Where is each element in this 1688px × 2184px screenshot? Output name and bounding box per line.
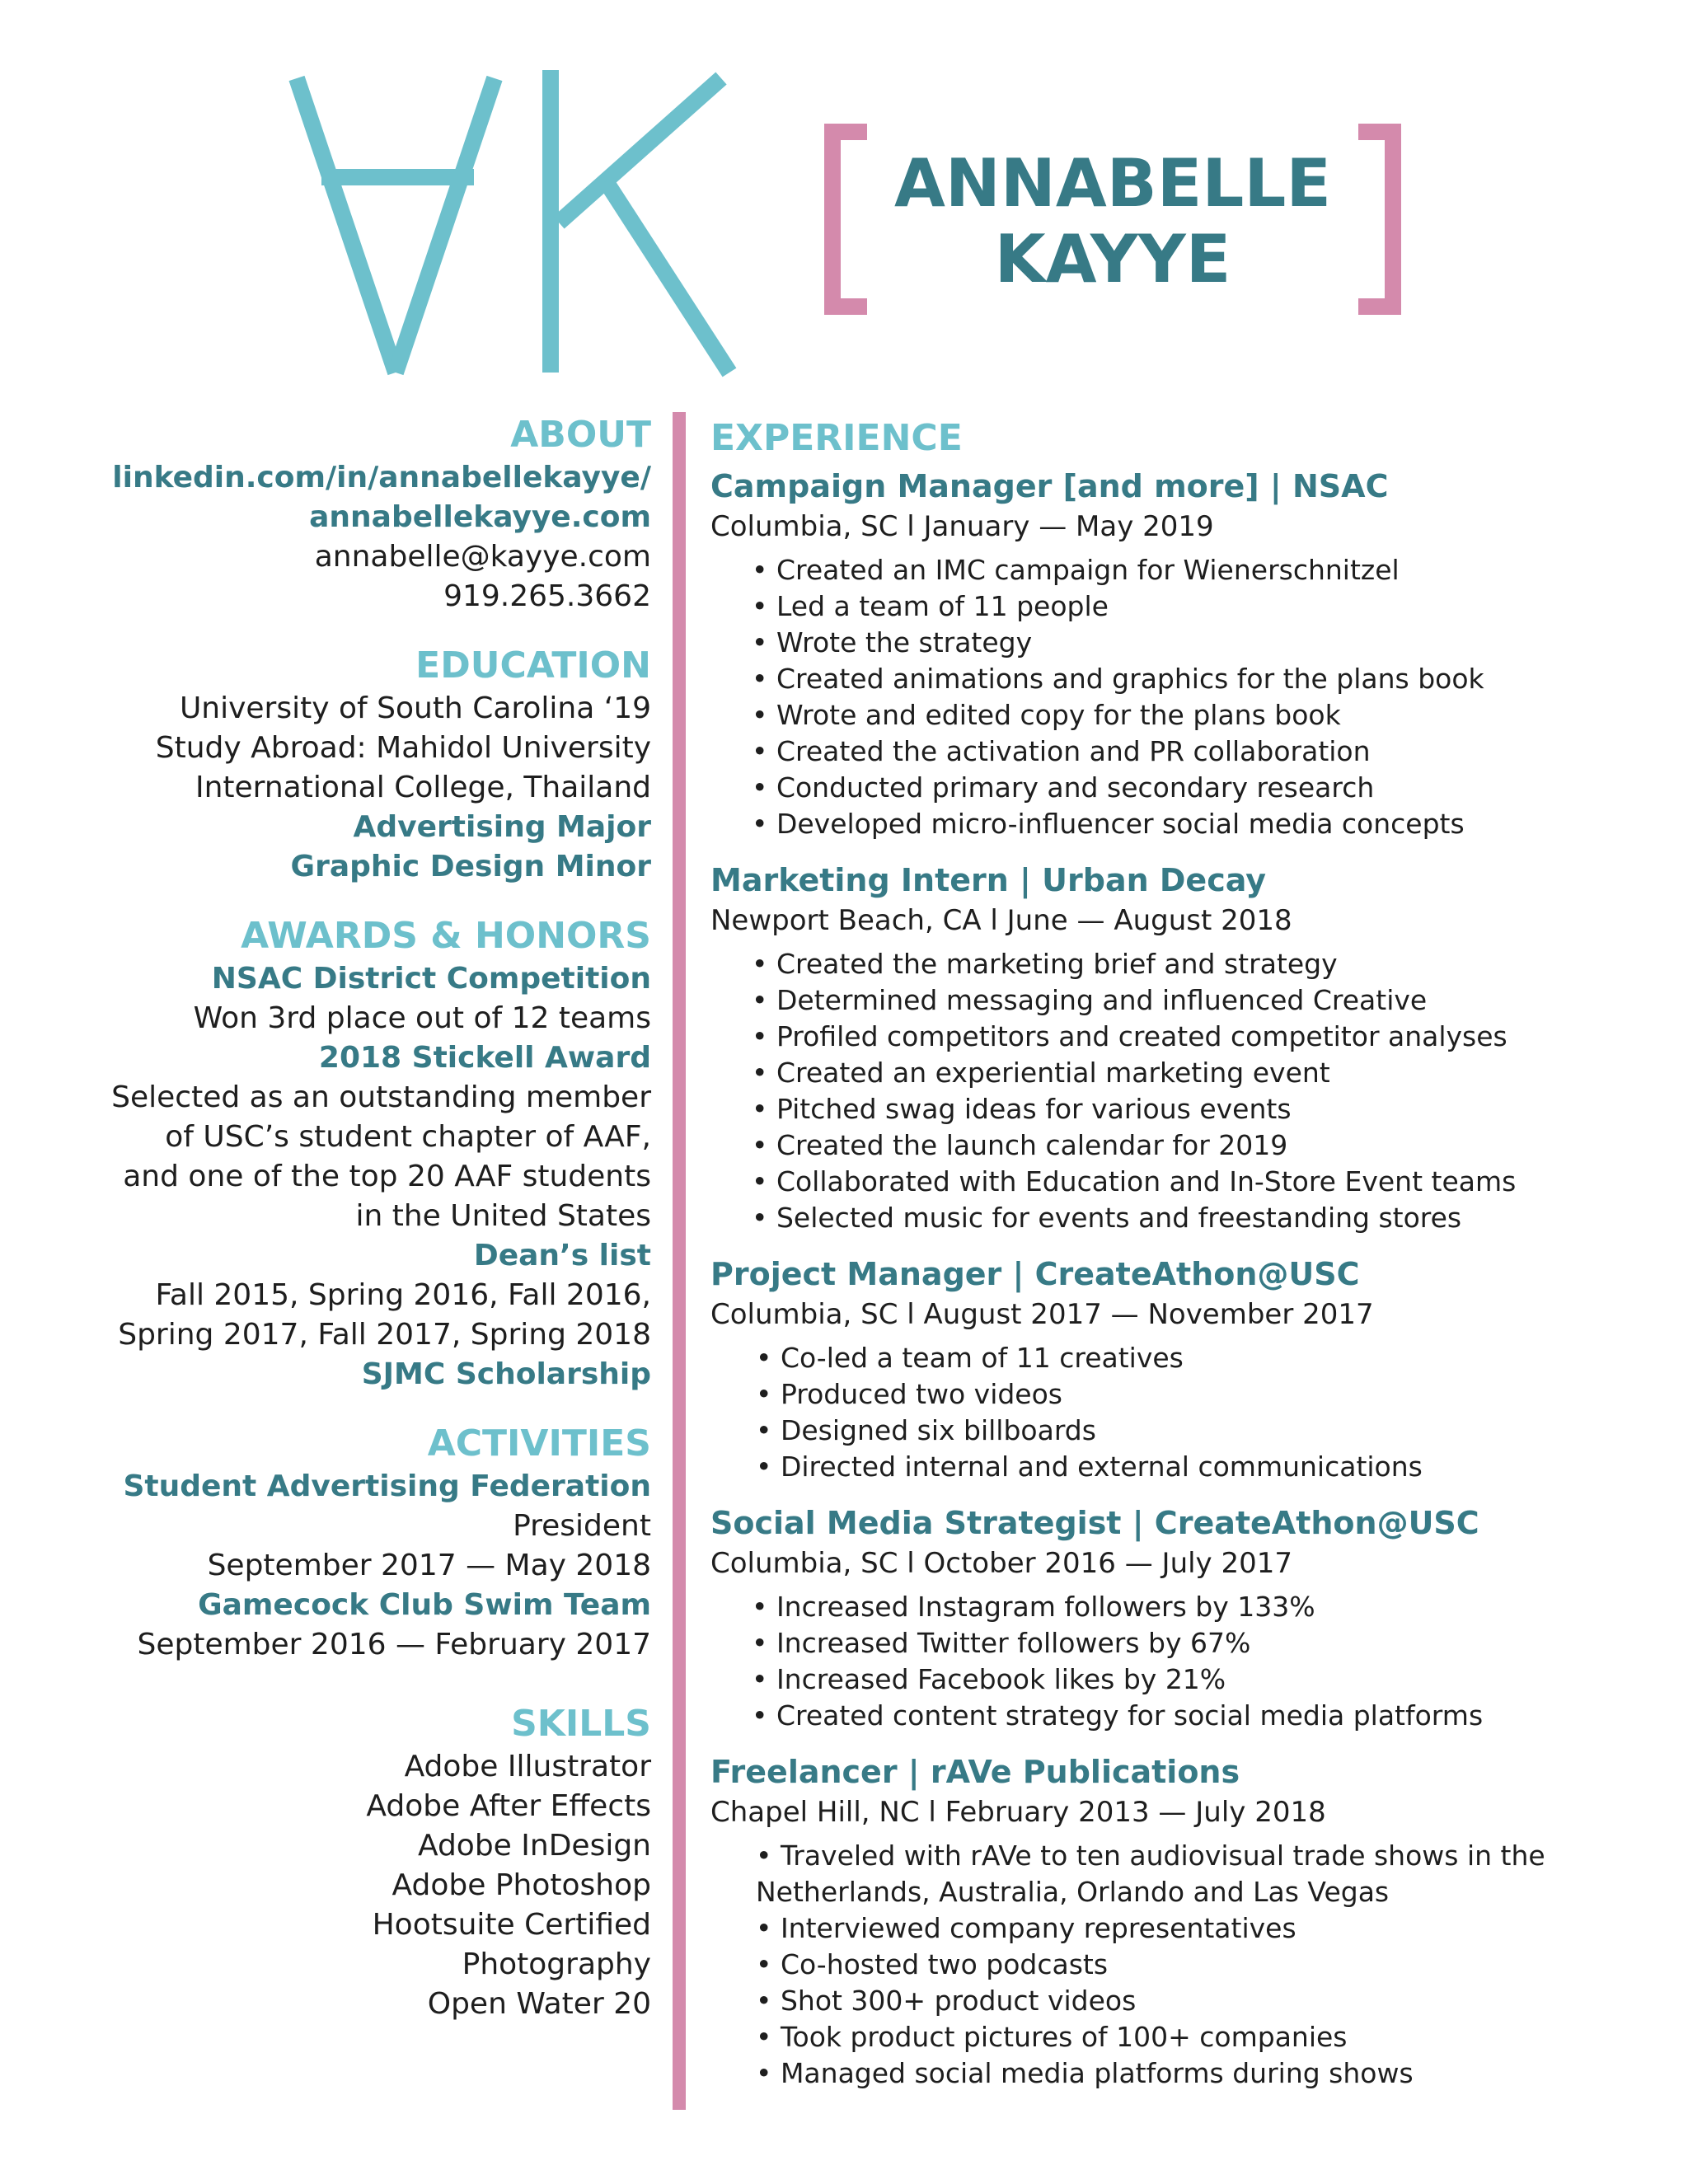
job-bullet: • Managed social media platforms during shows [756, 2057, 1414, 2089]
job-meta: Newport Beach, CA l June — August 2018 [710, 904, 1292, 937]
skill-item: Adobe After Effects [366, 1789, 651, 1823]
job-bullet: • Designed six billboards [756, 1414, 1096, 1446]
email-address[interactable]: annabelle@kayye.com [314, 540, 651, 574]
job-bullet: • Increased Instagram followers by 133% [752, 1591, 1315, 1623]
first-name: ANNABELLE [894, 145, 1331, 222]
skill-item: Open Water 20 [427, 1987, 651, 2021]
job-bullet: • Wrote and edited copy for the plans book [752, 699, 1341, 731]
award-detail: in the United States [355, 1199, 651, 1233]
award-title: SJMC Scholarship [361, 1357, 651, 1391]
skill-item: Photography [462, 1947, 651, 1981]
job-bullet: • Co-led a team of 11 creatives [756, 1342, 1184, 1374]
activity-detail: September 2017 — May 2018 [207, 1549, 651, 1582]
job-bullet: • Developed micro-influencer social media concepts [752, 808, 1465, 840]
job-meta: Chapel Hill, NC l February 2013 — July 2018 [710, 1796, 1326, 1829]
award-title: Dean’s list [473, 1239, 651, 1272]
skill-item: Adobe InDesign [417, 1829, 651, 1863]
activity-detail: September 2016 — February 2017 [137, 1628, 651, 1661]
award-title: NSAC District Competition [211, 962, 651, 996]
left-column [74, 412, 651, 2024]
about-section [74, 412, 651, 616]
monogram-k-lower-leg [606, 181, 729, 373]
skills-section [74, 1701, 651, 2024]
job-bullet: • Created animations and graphics for the plans book [752, 663, 1484, 695]
job-bullet: • Increased Twitter followers by 67% [752, 1627, 1251, 1659]
skills-heading: SKILLS [511, 1703, 651, 1745]
website-link[interactable]: annabellekayye.com [309, 500, 651, 534]
job-bullet: • Selected music for events and freestanding stores [752, 1202, 1462, 1234]
job-bullets [710, 552, 1642, 842]
award-detail: Fall 2015, Spring 2016, Fall 2016, [155, 1278, 651, 1312]
skill-item: Hootsuite Certified [372, 1908, 651, 1942]
job-bullet: • Created the launch calendar for 2019 [752, 1129, 1288, 1161]
job-bullet: • Profiled competitors and created competitor analyses [752, 1020, 1507, 1052]
education-minor: Graphic Design Minor [290, 850, 651, 883]
job-title: Social Media Strategist | CreateAthon@USC [710, 1505, 1479, 1541]
ak-monogram-logo [288, 66, 750, 396]
monogram-k-upper-arm [559, 78, 721, 223]
job-bullets [710, 1340, 1642, 1485]
job-bullet: • Created an experiential marketing event [752, 1057, 1330, 1089]
awards-heading: AWARDS & HONORS [241, 915, 651, 957]
job-bullet: • Increased Facebook likes by 21% [752, 1663, 1226, 1695]
job-bullet: • Pitched swag ideas for various events [752, 1093, 1292, 1125]
job-bullet: • Wrote the strategy [752, 626, 1033, 658]
job-bullet: • Conducted primary and secondary research [752, 771, 1375, 804]
job-bullet: • Interviewed company representatives [756, 1912, 1296, 1944]
activity-title: Gamecock Club Swim Team [198, 1588, 651, 1622]
activity-title: Student Advertising Federation [123, 1469, 651, 1503]
experience-heading: EXPERIENCE [710, 417, 963, 459]
job-entry [710, 1253, 1642, 1485]
column-divider [673, 412, 686, 2110]
phone-number: 919.265.3662 [443, 579, 651, 613]
right-column [710, 412, 1642, 2108]
job-bullet: • Determined messaging and influenced Creative [752, 984, 1428, 1016]
about-heading: ABOUT [510, 414, 651, 456]
job-bullets [710, 1589, 1642, 1734]
job-title: Project Manager | CreateAthon@USC [710, 1256, 1360, 1292]
education-line: University of South Carolina ‘19 [179, 691, 651, 725]
activities-heading: ACTIVITIES [427, 1422, 651, 1465]
job-bullet: • Collaborated with Education and In-Store Event teams [752, 1165, 1517, 1197]
job-bullet: • Directed internal and external communications [756, 1451, 1423, 1483]
job-bullet: • Led a team of 11 people [752, 590, 1109, 622]
job-title: Marketing Intern | Urban Decay [710, 862, 1266, 898]
job-title: Freelancer | rAVe Publications [710, 1754, 1240, 1790]
job-entry [710, 465, 1642, 842]
activity-detail: President [513, 1509, 651, 1543]
skill-item: Adobe Photoshop [392, 1868, 651, 1902]
job-bullet: • Created the marketing brief and strategy [752, 948, 1338, 980]
job-bullet: Netherlands, Australia, Orlando and Las Vegas [756, 1876, 1390, 1908]
job-title: Campaign Manager [and more] | NSAC [710, 468, 1389, 504]
name-block [824, 124, 1401, 326]
job-bullet: • Produced two videos [756, 1378, 1062, 1410]
job-meta: Columbia, SC l August 2017 — November 2017 [710, 1298, 1374, 1331]
last-name: KAYYE [994, 221, 1231, 298]
job-bullet: • Shot 300+ product videos [756, 1985, 1137, 2017]
skill-item: Adobe Illustrator [404, 1750, 651, 1783]
education-line: Study Abroad: Mahidol University [155, 731, 651, 765]
job-bullet: • Created content strategy for social media platforms [752, 1699, 1484, 1732]
job-entry [710, 1750, 1642, 2092]
job-bullet: • Traveled with rAVe to ten audiovisual trade shows in the [756, 1840, 1545, 1872]
award-detail: of USC’s student chapter of AAF, [165, 1120, 651, 1154]
monogram-a-right-stroke [396, 78, 495, 373]
activities-section [74, 1421, 651, 1665]
job-meta: Columbia, SC l January — May 2019 [710, 510, 1214, 543]
education-section [74, 643, 651, 887]
award-title: 2018 Stickell Award [318, 1041, 651, 1075]
education-line: International College, Thailand [195, 771, 651, 804]
job-bullet: • Took product pictures of 100+ companies [756, 2021, 1348, 2053]
linkedin-link[interactable]: linkedin.com/in/annabellekayye/ [112, 461, 651, 494]
job-bullets [710, 946, 1642, 1236]
job-meta: Columbia, SC l October 2016 — July 2017 [710, 1547, 1293, 1580]
job-bullet: • Created an IMC campaign for Wienerschnitzel [752, 554, 1400, 586]
award-detail: and one of the top 20 AAF students [123, 1160, 651, 1193]
job-bullet: • Co-hosted two podcasts [756, 1948, 1109, 1980]
award-detail: Spring 2017, Fall 2017, Spring 2018 [118, 1318, 651, 1352]
education-major: Advertising Major [353, 810, 651, 844]
awards-section [74, 913, 651, 1394]
job-entry [710, 859, 1642, 1236]
job-bullets [710, 1838, 1642, 2092]
award-detail: Selected as an outstanding member [111, 1080, 651, 1114]
job-bullet: • Created the activation and PR collaboration [752, 735, 1371, 767]
job-entry [710, 1502, 1642, 1734]
education-heading: EDUCATION [415, 644, 651, 687]
award-detail: Won 3rd place out of 12 teams [193, 1001, 651, 1035]
monogram-a-left-stroke [297, 78, 396, 373]
